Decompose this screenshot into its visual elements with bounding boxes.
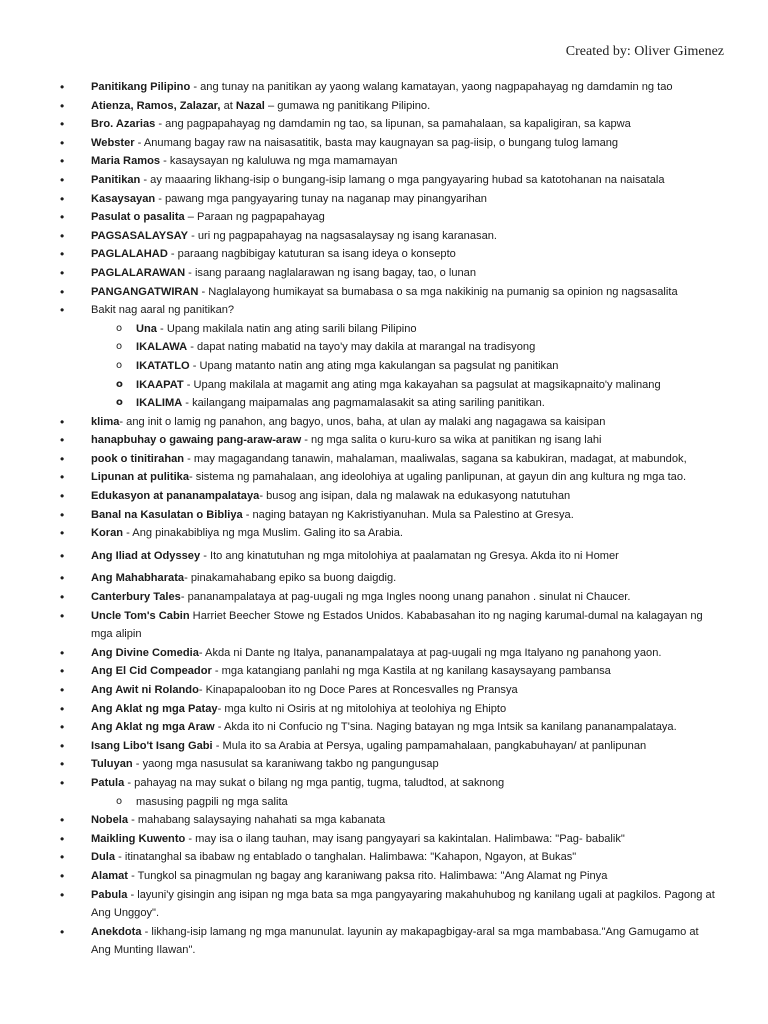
item-term: Ang Iliad at Odyssey — [91, 549, 201, 562]
list-item — [0, 547, 768, 566]
item-term: Banal na Kasulatan o Bibliya — [91, 508, 243, 521]
list-item — [0, 681, 768, 700]
item-text: - Tungkol sa pinagmulan ng bagay ang karaniwang paksa rito. Halimbawa: "Ang Alamat ng Pinya — [128, 869, 608, 882]
list-item — [0, 245, 768, 264]
reason-term: IKALIMA — [136, 397, 183, 410]
item-text: - kasaysayan ng kaluluwa ng mga mamamayan — [160, 155, 398, 168]
item-text: - may isa o ilang tauhan, may isang pangyayari sa kakintalan. Halimbawa: "Pag- babalik" — [185, 832, 625, 845]
item-term: PAGSASALAYSAY — [91, 229, 188, 242]
item-text: - ay maaaring likhang-isip o bungang-isip lamang o mga pangyayaring hubad sa katotohanan na naisatala — [140, 173, 665, 186]
reason-text: - Upang makilala at magamit ang ating mga kakayahan sa pagsulat at magsikapnaito'y malinang — [183, 378, 661, 391]
list-item — [0, 264, 768, 283]
item-term: PAGLALARAWAN — [91, 266, 186, 279]
item-term: Kasaysayan — [91, 192, 156, 205]
list-item — [0, 190, 768, 209]
list-item — [0, 774, 768, 811]
list-item — [0, 700, 768, 719]
list-item — [0, 208, 768, 227]
author-credit: Created by: Oliver Gimenez — [565, 44, 724, 59]
item-term: Isang Libo't Isang Gabi — [91, 739, 213, 752]
list-item — [0, 718, 768, 737]
list-item — [0, 830, 768, 849]
item-term: PANGANGATWIRAN — [91, 285, 199, 298]
item-text: - Ito ang kinatutuhan ng mga mitolohiya at paalamatan ng Gresya. Akda ito ni Homer — [200, 549, 619, 562]
list-item — [0, 78, 768, 97]
list-item — [0, 487, 768, 506]
list-item — [0, 811, 768, 830]
item-text: - Naglalayong humikayat sa bumabasa o sa mga nakikinig na pumanig sa opinion ng nagsasalita — [198, 285, 678, 298]
reason-term: IKAAPAT — [136, 378, 184, 391]
item-term: Ang Awit ni Rolando — [91, 684, 199, 696]
list-item — [0, 524, 768, 543]
item-term: Ang Mahabharata — [91, 572, 185, 585]
list-item — [0, 662, 768, 681]
list-item — [0, 755, 768, 774]
item-term: Panitikang Pilipino — [91, 81, 191, 93]
item-text: - mga katangiang panlahi ng mga Kastila at ng kanilang kasaysayang pambansa — [211, 665, 611, 678]
list-item — [0, 867, 768, 886]
circle-bullet-icon: o — [116, 795, 123, 807]
item-text: - pinakamahabang epiko sa buong daigdig. — [184, 572, 397, 585]
item-text: at — [220, 99, 236, 112]
sub-list-item — [91, 338, 716, 357]
item-text: - Akda ni Dante ng Italya, pananampalataya at pag-uugali ng mga Italyano ng panahong yaon. — [198, 646, 662, 659]
reason-term: IKALAWA — [136, 341, 188, 354]
item-text: - yaong mga nasusulat sa karaniwang takbo ng pangungusap — [132, 758, 439, 771]
item-text: - ang tunay na panitikan ay yaong walang kamatayan, yaong nagpapahayag ng damdamin ng tao — [190, 81, 673, 93]
item-term: Nobela — [91, 814, 128, 827]
item-text: - pahayag na may sukat o bilang ng mga pantig, tugma, taludtod, at saknong — [124, 776, 505, 789]
list-item — [0, 886, 768, 923]
item-term: Anekdota — [91, 925, 142, 938]
item-text: - ang init o lamig ng panahon, ang bagyo, unos, baha, at ulan ay malaki ang nagagawa sa kaisipan — [119, 415, 606, 428]
item-text: - busog ang isipan, dala ng malawak na edukasyong natutuhan — [259, 490, 571, 503]
item-text: Harriet Beecher Stowe ng Estados Unidos. Kababasahan ito ng naging karumal-dumal na kalagayan ng mga alipin — [91, 609, 703, 641]
item-term: Alamat — [91, 869, 128, 882]
circle-bullet-icon: o — [116, 322, 123, 334]
list-item — [0, 431, 768, 450]
item-term: Pasulat o pasalita — [91, 211, 185, 224]
reason-text: - kailangang maipamalas ang pagmamalasakit sa ating sariling panitikan. — [182, 397, 545, 410]
item-text: – Paraan ng pagpapahayag — [184, 211, 325, 224]
item-text: - pawang mga pangyayaring tunay na naganap may pinangyarihan — [155, 192, 487, 205]
circle-bullet-icon: o — [116, 341, 123, 353]
item-text: - may magagandang tanawin, mahalaman, maaliwalas, sagana sa kabukiran, madagat, at mabundok, — [184, 452, 687, 465]
list-item-why — [0, 301, 768, 413]
item-term: Atienza, Ramos, Zalazar, — [91, 99, 221, 112]
list-item — [0, 283, 768, 302]
item-term: Ang Divine Comedia — [91, 646, 199, 659]
reason-term: Una — [136, 322, 157, 335]
item-text: - Kinapapalooban ito ng Doce Pares at Roncesvalles ng Pransya — [198, 684, 518, 696]
item-term: Webster — [91, 136, 135, 149]
item-term: Dula — [91, 851, 116, 864]
list-item — [0, 588, 768, 607]
item-text: - Anumang bagay raw na naisasatitik, basta may kaugnayan sa pag-iisip, o bungang tulog lamang — [134, 136, 619, 149]
item-term: pook o tinitirahan — [91, 452, 185, 465]
item-text: - Ang pinakabibliya ng mga Muslim. Galing ito sa Arabia. — [123, 527, 404, 540]
list-item — [0, 115, 768, 134]
list-item — [0, 468, 768, 487]
item-term: Maria Ramos — [91, 155, 161, 168]
list-item — [0, 848, 768, 867]
item-text: - pananampalataya at pag-uugali ng mga Ingles noong unang panahon . sinulat ni Chaucer. — [180, 591, 631, 604]
item-term: Koran — [91, 527, 124, 540]
item-text: - mahabang salaysaying nahahati sa mga kabanata — [128, 814, 386, 827]
item-text: - layuni'y gisingin ang isipan ng mga bata sa mga pangyayaring makahuhubog ng kanilang ugali at pagkilos. Pagong at Ang Unggoy". — [91, 888, 715, 920]
circle-bullet-icon: o — [116, 397, 123, 409]
item-term: Uncle Tom's Cabin — [91, 609, 190, 622]
reason-text: - Upang matanto natin ang ating mga kakulangan sa pagsulat ng panitikan — [189, 359, 559, 372]
sub-list-item — [91, 320, 716, 339]
notes-list — [0, 78, 768, 960]
circle-bullet-icon: o — [116, 359, 123, 371]
item-term: Panitikan — [91, 173, 141, 186]
item-term: Pabula — [91, 888, 128, 901]
circle-bullet-icon: o — [116, 378, 123, 390]
reason-text: - dapat nating mabatid na tayo'y may dakila at marangal na tradisyong — [187, 341, 536, 354]
list-item — [0, 450, 768, 469]
item-text: - sistema ng pamahalaan, ang ideolohiya at ugaling panlipunan, at gayun din ang kultura ng mga tao. — [189, 471, 687, 484]
sub-list-item — [91, 376, 716, 395]
sub-list — [91, 793, 716, 812]
item-term: klima — [91, 415, 120, 428]
list-item — [0, 607, 768, 644]
list-item — [0, 134, 768, 153]
item-text: - paraang nagbibigay katuturan sa isang ideya o konsepto — [167, 248, 456, 261]
item-term: Maikling Kuwento — [91, 832, 186, 845]
list-item — [0, 152, 768, 171]
item-term: Lipunan at pulitika — [91, 471, 189, 484]
list-item — [0, 227, 768, 246]
item-text: - ng mga salita o kuru-kuro sa wika at panitikan ng isang lahi — [301, 434, 602, 447]
item-text: - ang pagpapahayag ng damdamin ng tao, sa lipunan, sa pamahalaan, sa kapaligiran, sa kapwa — [155, 118, 631, 131]
item-term: Patula — [91, 776, 125, 789]
item-term: Edukasyon at pananampalataya — [91, 490, 260, 503]
item-term: hanapbuhay o gawaing pang-araw-araw — [91, 434, 302, 447]
item-text: - naging batayan ng Kakristiyanuhan. Mula sa Palestino at Gresya. — [242, 508, 574, 521]
item-text: - likhang-isip lamang ng mga manunulat. layunin ay makapagbigay-aral sa mga mambabasa."Ang Gamugamo at Ang Munting Ilawan". — [91, 925, 699, 957]
item-text: - mga kulto ni Osiris at ng mitolohiya at teolohiya ng Ehipto — [217, 702, 507, 715]
item-term: Ang El Cid Compeador — [91, 665, 212, 678]
reason-term: IKATATLO — [136, 359, 190, 372]
item-text: - isang paraang naglalarawan ng isang bagay, tao, o lunan — [185, 266, 477, 279]
item-term: Canterbury Tales — [91, 591, 181, 604]
list-item — [0, 506, 768, 525]
sub-list-item — [91, 357, 716, 376]
item-text: - Mula ito sa Arabia at Persya, ugaling pampamahalaan, pangkabuhayan/ at panlipunan — [212, 739, 647, 752]
item-term: Ang Aklat ng mga Araw — [91, 721, 215, 734]
why-question: Bakit nag aaral ng panitikan? — [91, 304, 235, 317]
sub-list-item — [91, 394, 716, 413]
list-item — [0, 97, 768, 116]
list-item — [0, 644, 768, 663]
list-item — [0, 569, 768, 588]
item-term-2: Nazal — [235, 99, 265, 112]
reasons-list — [91, 320, 716, 413]
list-item — [0, 413, 768, 432]
item-term: Ang Aklat ng mga Patay — [91, 702, 218, 715]
sub-list-item — [91, 793, 716, 812]
item-text: - Akda ito ni Confucio ng T'sina. Naging batayan ng mga Intsik sa kanilang pananampalataya. — [214, 721, 677, 734]
item-text: - itinatanghal sa ibabaw ng entablado o tanghalan. Halimbawa: "Kahapon, Ngayon, at Bukas" — [115, 851, 577, 864]
item-text-2: – gumawa ng panitikang Pilipino. — [264, 99, 431, 112]
list-item — [0, 923, 768, 960]
list-item — [0, 171, 768, 190]
item-term: Bro. Azarias — [91, 118, 156, 131]
sub-item-text: masusing pagpili ng mga salita — [136, 795, 288, 808]
reason-text: - Upang makilala natin ang ating sarili bilang Pilipino — [156, 322, 417, 335]
item-text: - uri ng pagpapahayag na nagsasalaysay ng isang karanasan. — [188, 229, 497, 242]
item-term: Tuluyan — [91, 758, 133, 771]
item-term: PAGLALAHAD — [91, 248, 168, 261]
list-item — [0, 737, 768, 756]
